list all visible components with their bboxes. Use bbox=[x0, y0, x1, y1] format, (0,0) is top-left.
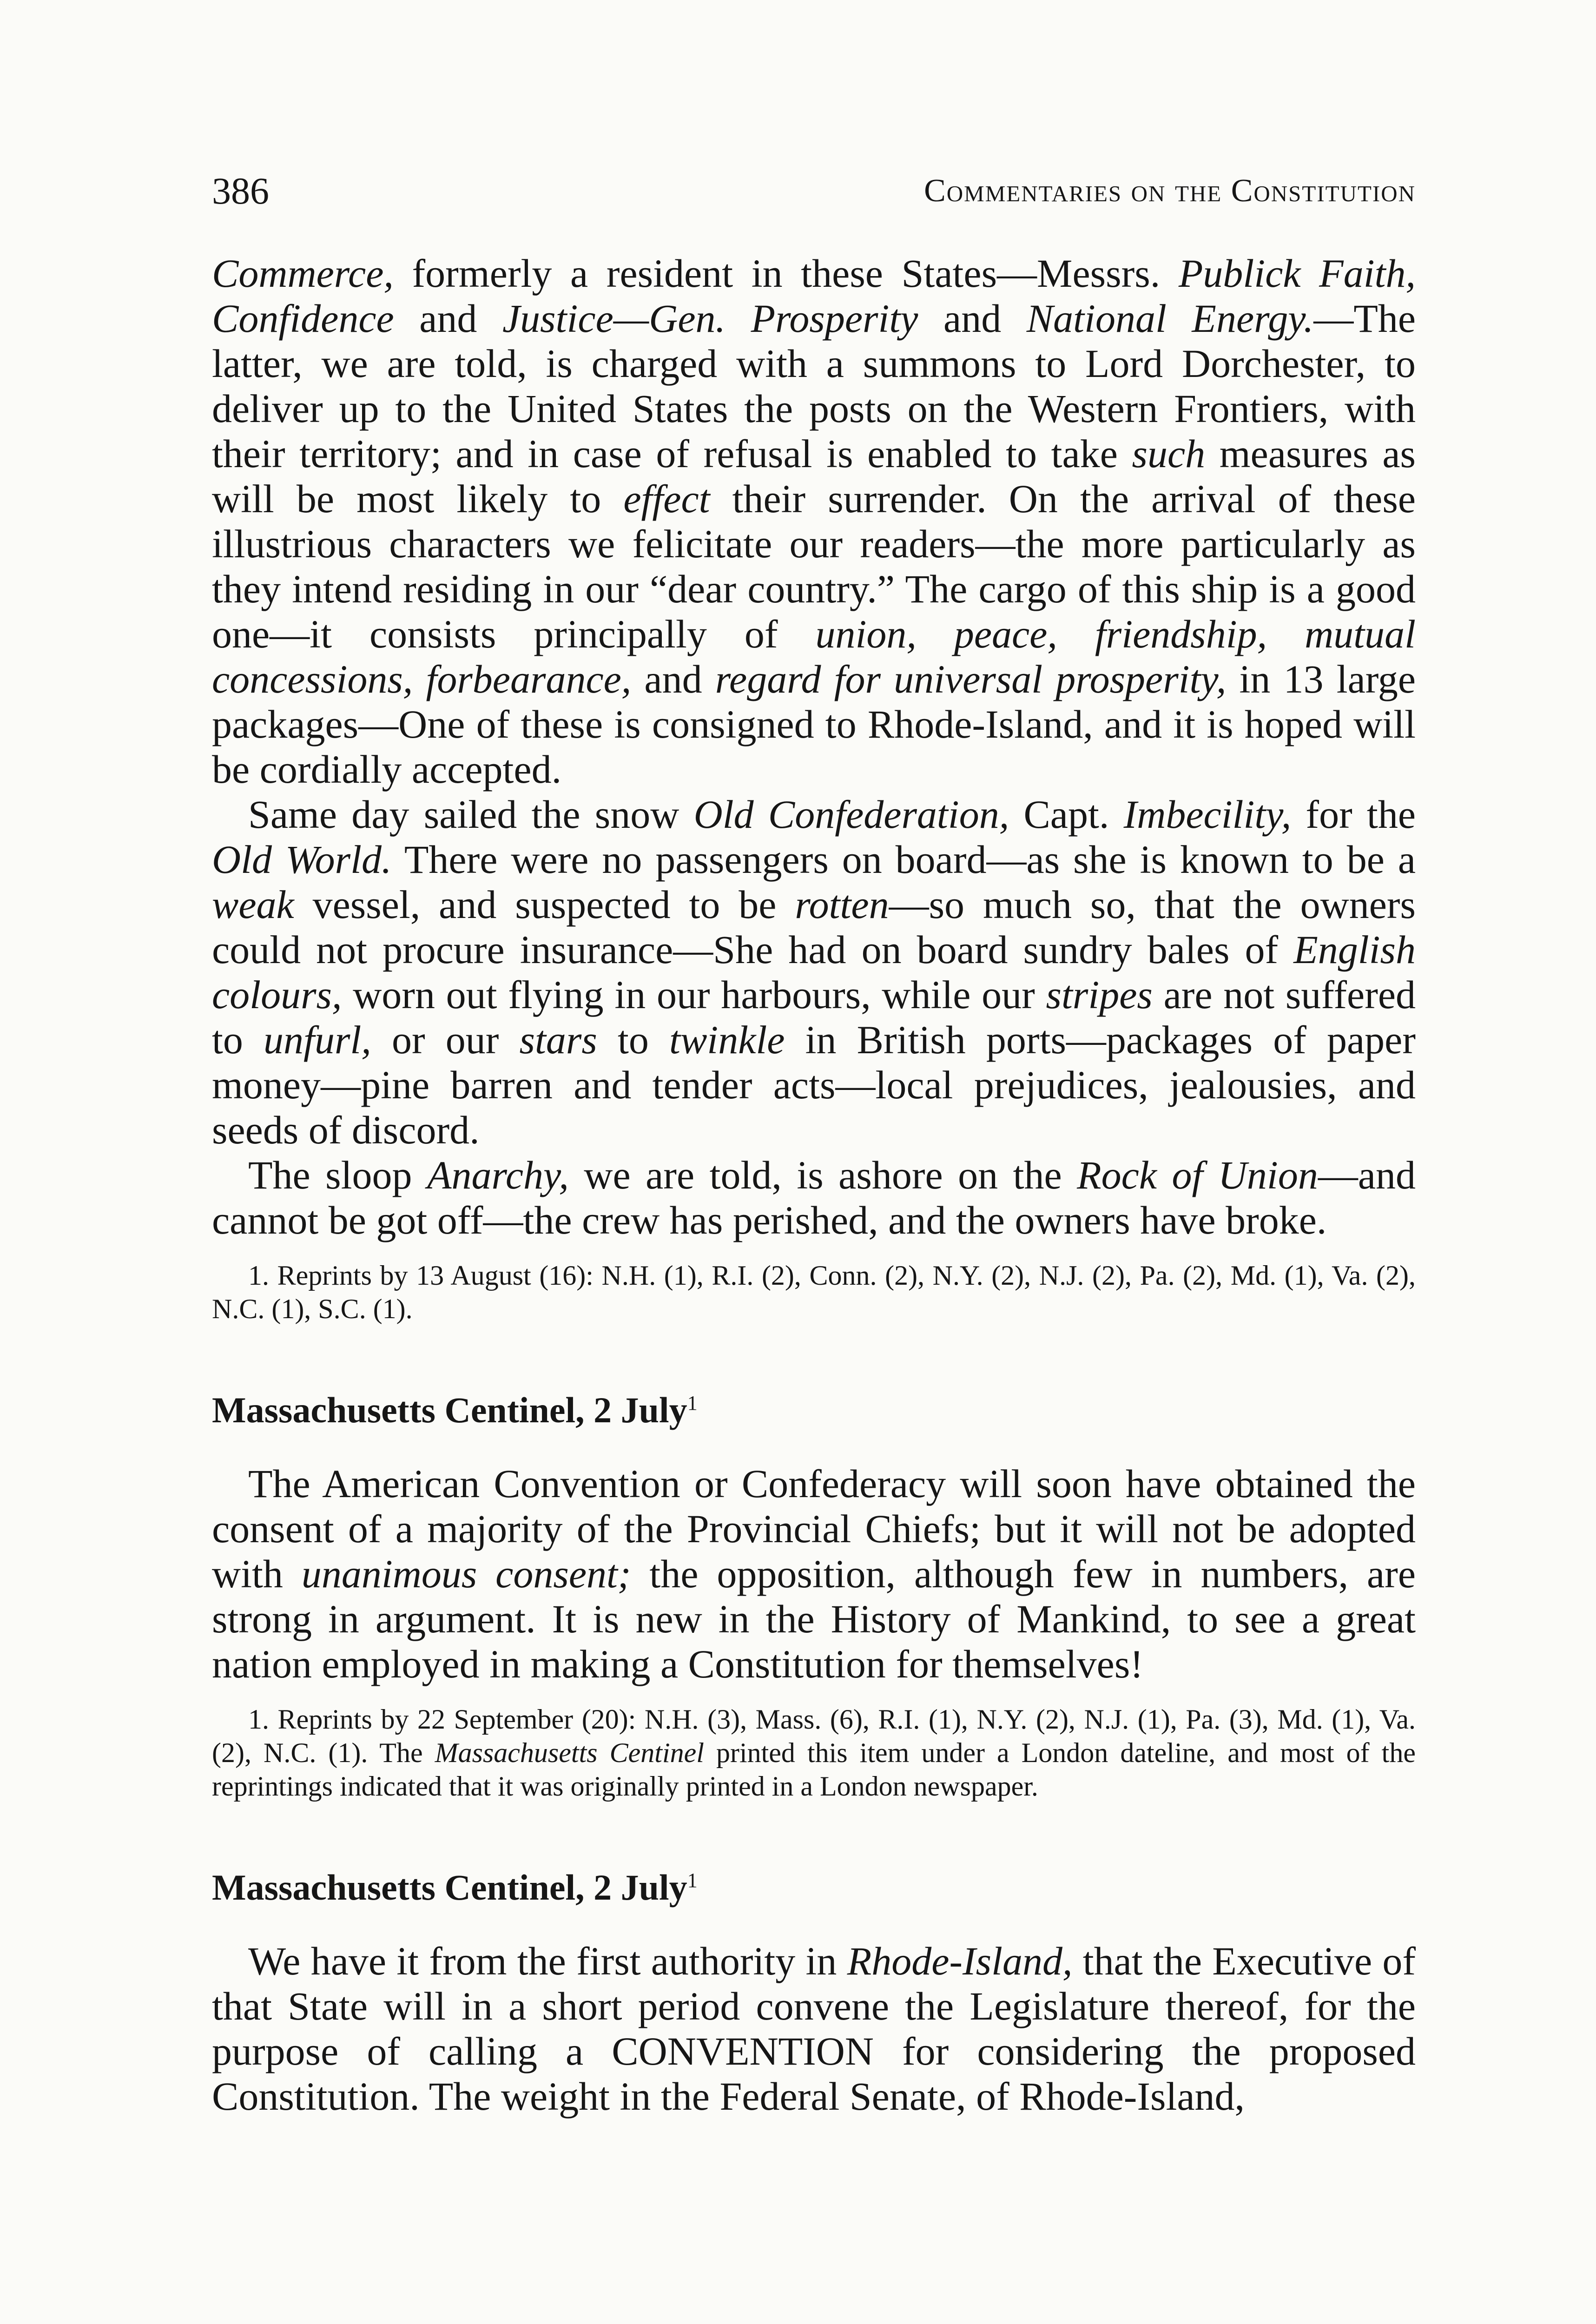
text-run: The American Convention or Confederacy will soon have obtained the consent of a majority of the Provincial Chiefs; but it will not be adopted with bbox=[212, 1461, 1416, 1596]
italic-text: Massachusetts Centinel bbox=[435, 1737, 704, 1768]
text-run: There were no passengers on board—as she is known to be a bbox=[391, 837, 1416, 882]
italic-text: rotten bbox=[795, 882, 889, 927]
text-run: or our bbox=[371, 1017, 520, 1062]
text-run: —and cannot be got off—the crew has perished, and the owners have broke. bbox=[212, 1153, 1416, 1242]
text-run: to bbox=[597, 1017, 670, 1062]
footnote-mark: 1 bbox=[687, 1869, 698, 1892]
paragraph-sloop-anarchy bbox=[212, 1153, 1416, 1243]
heading-text: Massachusetts Centinel, 2 July bbox=[212, 1867, 687, 1908]
italic-text: Publick Faith, Confidence bbox=[212, 251, 1416, 341]
text-run: are not suffered to bbox=[212, 972, 1416, 1062]
text-run: worn out flying in our harbours, while our bbox=[342, 972, 1046, 1017]
paragraph-old-confederation bbox=[212, 792, 1416, 1153]
footnote-mark: 1 bbox=[687, 1392, 698, 1414]
text-run: that the Executive of that State will in a short period convene the Legislature thereof, for the purpose of calling a CONVENTION for considering the proposed Constitution. The weight in the Federal Senate, of Rhode-Island, bbox=[212, 1939, 1416, 2119]
text-run: their surrender. On the arrival of these illustrious characters we felicitate our readers—the more particularly as they intend residing in our “dear country.” The cargo of this ship is a good one—it consists principally of bbox=[212, 476, 1416, 656]
text-run: We have it from the first authority in bbox=[248, 1939, 847, 1983]
italic-text: English colours, bbox=[212, 927, 1416, 1017]
footnote bbox=[212, 1703, 1416, 1803]
italic-text: effect bbox=[623, 476, 710, 521]
text-run: vessel, and suspected to be bbox=[294, 882, 795, 927]
text-run: for the bbox=[1291, 792, 1416, 837]
section-heading bbox=[212, 1864, 1416, 1911]
italic-text: weak bbox=[212, 882, 294, 927]
italic-text: unanimous consent; bbox=[301, 1552, 631, 1596]
text-run: printed this item under a London dateline, and most of the reprintings indicated that it was originally printed in a London newspaper. bbox=[212, 1737, 1416, 1802]
text-run: and bbox=[631, 657, 715, 701]
text-run: Capt. bbox=[1009, 792, 1124, 837]
text-run: in 13 large packages—One of these is consigned to Rhode-Island, and it is hoped will be cordially accepted. bbox=[212, 657, 1416, 792]
italic-text: regard for universal prosperity, bbox=[715, 657, 1227, 701]
text-run: —The latter, we are told, is charged with a summons to Lord Dorchester, to deliver up to the United States the posts on the Western Frontiers, with their territory; and in case of refusal is enabled to take bbox=[212, 296, 1416, 476]
italic-text: Old World. bbox=[212, 837, 392, 882]
italic-text: union, peace, friendship, mutual concessions, forbearance, bbox=[212, 612, 1416, 701]
italic-text: Rhode-Island, bbox=[847, 1939, 1073, 1983]
text-run: The sloop bbox=[248, 1153, 428, 1197]
paragraph-rhode-island bbox=[212, 1939, 1416, 2119]
italic-text: unfurl, bbox=[264, 1017, 371, 1062]
text-run: formerly a resident in these States—Messrs. bbox=[393, 251, 1179, 296]
italic-text: stars bbox=[519, 1017, 597, 1062]
page-header bbox=[212, 165, 1416, 217]
text-run: we are told, is ashore on the bbox=[568, 1153, 1077, 1197]
italic-text: twinkle bbox=[669, 1017, 785, 1062]
text-run: and bbox=[918, 296, 1027, 341]
italic-text: stripes bbox=[1046, 972, 1153, 1017]
italic-text: Anarchy, bbox=[427, 1153, 569, 1197]
italic-text: Imbecility, bbox=[1123, 792, 1292, 837]
text-run: in British ports—packages of paper money—pine barren and tender acts—local prejudices, jealousies, and seeds of discord. bbox=[212, 1017, 1416, 1152]
running-head: Commentaries on the Constitution bbox=[924, 173, 1416, 209]
text-run: 1. Reprints by 22 September (20): N.H. (3), Mass. (6), R.I. (1), N.Y. (2), N.J. (1), Pa. (3), Md. (1), Va. (2), N.C. (1). The bbox=[212, 1704, 1416, 1768]
text-run: and bbox=[394, 296, 502, 341]
section-heading bbox=[212, 1387, 1416, 1433]
italic-text: Commerce, bbox=[212, 251, 394, 296]
text-run: Same day sailed the snow bbox=[248, 792, 694, 837]
footnote: 1. Reprints by 13 August (16): N.H. (1), R.I. (2), Conn. (2), N.Y. (2), N.J. (2), Pa. (2), Md. (1), Va. (2), N.C. (1), S.C. (1). bbox=[212, 1260, 1416, 1324]
page-number: 386 bbox=[212, 170, 269, 212]
heading-text: Massachusetts Centinel, 2 July bbox=[212, 1390, 687, 1430]
paragraph-american-convention bbox=[212, 1461, 1416, 1687]
text-run: measures as will be most likely to bbox=[212, 431, 1416, 521]
italic-text: Rock of Union bbox=[1077, 1153, 1318, 1197]
italic-text: such bbox=[1132, 431, 1206, 476]
italic-text: Old Confederation, bbox=[693, 792, 1009, 837]
text-run: —so much so, that the owners could not procure insurance—She had on board sundry bales of bbox=[212, 882, 1416, 972]
italic-text: National Energy. bbox=[1026, 296, 1314, 341]
text-run: the opposition, although few in numbers, are strong in argument. It is new in the History of Mankind, to see a great nation employed in making a Constitution for themselves! bbox=[212, 1552, 1416, 1686]
body-text bbox=[212, 251, 1416, 2119]
paragraph-continued bbox=[212, 251, 1416, 792]
italic-text: Justice—Gen. Prosperity bbox=[502, 296, 918, 341]
